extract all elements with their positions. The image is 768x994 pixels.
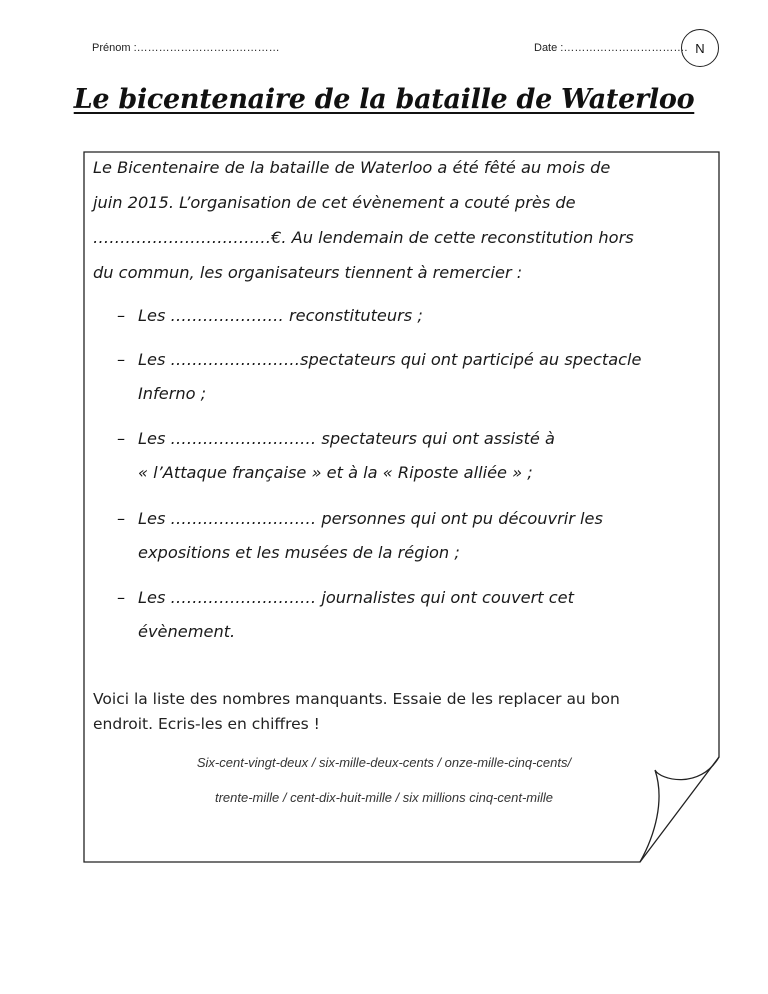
list-item-dash: – bbox=[117, 509, 126, 528]
list-item[interactable]: Les ………………… reconstituteurs ; bbox=[138, 306, 423, 325]
intro-line-2: juin 2015. L’organisation de cet évènement a couté près de bbox=[93, 193, 576, 212]
list-item-continuation: expositions et les musées de la région ; bbox=[138, 543, 460, 562]
list-item[interactable]: Les ……………………… journalistes qui ont couvert cet bbox=[138, 588, 574, 607]
prenom-field[interactable]: Prénom :………………………………… bbox=[92, 42, 280, 54]
number-words-line-1: Six-cent-vingt-deux / six-mille-deux-cents / onze-mille-cinq-cents/ bbox=[196, 755, 572, 770]
intro-line-4: du commun, les organisateurs tiennent à remercier : bbox=[93, 263, 523, 282]
date-field[interactable]: Date :……………………………. bbox=[534, 42, 688, 54]
list-item[interactable]: Les ……………………… personnes qui ont pu découvrir les bbox=[138, 509, 603, 528]
intro-line-3[interactable]: ……………………………€. Au lendemain de cette reconstitution hors bbox=[93, 228, 634, 247]
number-words-line-2: trente-mille / cent-dix-huit-mille / six millions cinq-cent-mille bbox=[214, 790, 554, 805]
list-item[interactable]: Les ……………………spectateurs qui ont participé au spectacle bbox=[138, 350, 642, 369]
instructions-line-1: Voici la liste des nombres manquants. Essaie de les replacer au bon bbox=[93, 690, 620, 708]
instructions-line-2: endroit. Ecris-les en chiffres ! bbox=[93, 715, 320, 733]
list-item-dash: – bbox=[117, 588, 126, 607]
list-item-continuation: évènement. bbox=[138, 622, 236, 641]
list-item-dash: – bbox=[117, 350, 126, 369]
intro-line-1: Le Bicentenaire de la bataille de Waterloo a été fêté au mois de bbox=[93, 158, 611, 177]
list-item-continuation: « l’Attaque française » et à la « Riposte alliée » ; bbox=[138, 463, 533, 482]
list-item-dash: – bbox=[117, 429, 126, 448]
level-badge: N bbox=[681, 29, 719, 67]
list-item-continuation: Inferno ; bbox=[138, 384, 207, 403]
list-item-dash: – bbox=[117, 306, 126, 325]
list-item[interactable]: Les ……………………… spectateurs qui ont assisté à bbox=[138, 429, 555, 448]
page-title: Le bicentenaire de la bataille de Waterloo bbox=[73, 84, 695, 115]
